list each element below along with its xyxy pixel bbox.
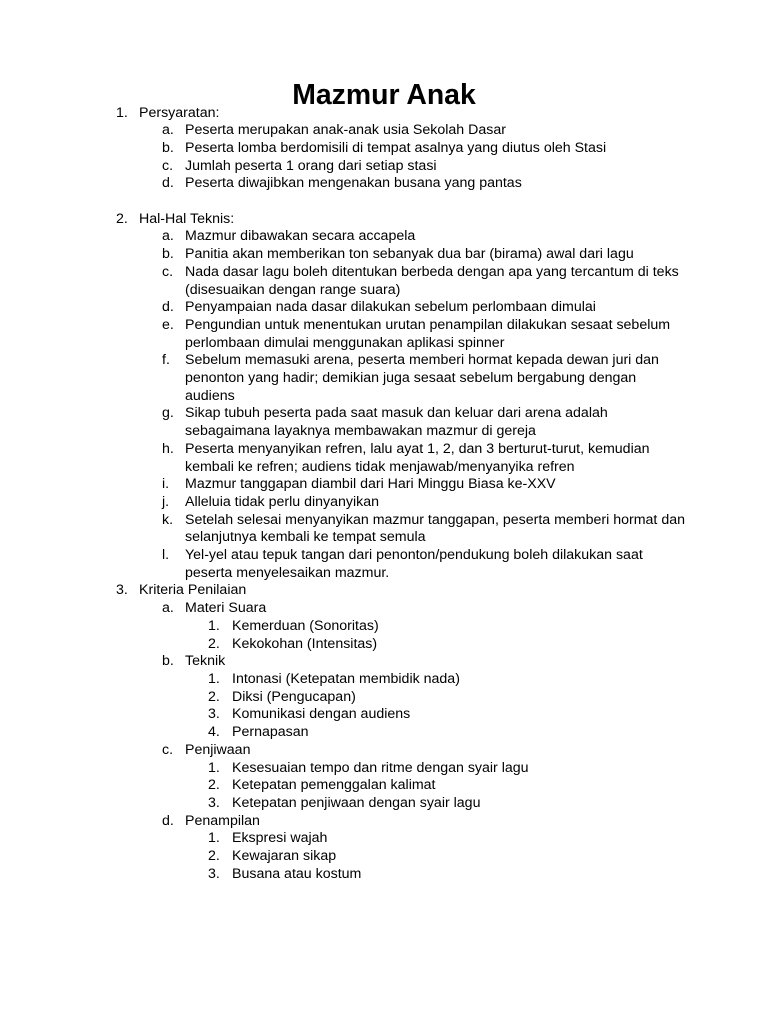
subitem-row (0, 636, 768, 654)
item-marker: b. (162, 246, 174, 263)
subitem-text: Intonasi (Ketepatan membidik nada) (232, 670, 460, 687)
item-list (0, 228, 768, 582)
subitem-row (0, 795, 768, 813)
list-item (0, 600, 768, 653)
subitem-row (0, 760, 768, 778)
item-marker: e. (162, 316, 174, 333)
subitem-marker: 1. (208, 617, 220, 634)
sub-list-item (0, 706, 768, 724)
list-item (0, 653, 768, 742)
subitem-row (0, 830, 768, 848)
section-item (0, 105, 768, 211)
section-marker: 1. (116, 104, 128, 121)
subitem-text: Pernapasan (232, 724, 309, 741)
section-text: Hal-Hal Teknis: (139, 210, 235, 227)
item-marker: d. (162, 299, 174, 316)
subitem-text: Ketepatan penjiwaan dengan syair lagu (232, 794, 481, 811)
subitem-text: Kemerduan (Sonoritas) (232, 617, 379, 634)
item-row (0, 246, 768, 264)
item-row (0, 264, 768, 299)
subitem-text: Ekspresi wajah (232, 830, 328, 847)
item-marker: a. (162, 600, 174, 617)
subitem-marker: 4. (208, 724, 220, 741)
subitem-marker: 2. (208, 848, 220, 865)
item-text: Penjiwaan (185, 741, 251, 758)
subitem-marker: 1. (208, 670, 220, 687)
item-text: Sikap tubuh peserta pada saat masuk dan keluar dari arena adalah sebagaimana layaknya membawakan mazmur di gereja (185, 405, 608, 440)
item-list (0, 122, 768, 193)
list-item (0, 299, 768, 317)
sub-list-item (0, 777, 768, 795)
item-marker: i. (162, 476, 170, 493)
list-item (0, 813, 768, 884)
item-row (0, 494, 768, 512)
item-row (0, 653, 768, 671)
subitem-row (0, 866, 768, 884)
subitem-marker: 2. (208, 777, 220, 794)
item-row (0, 547, 768, 582)
list-item (0, 246, 768, 264)
item-marker: d. (162, 812, 174, 829)
item-marker: d. (162, 175, 174, 192)
list-item (0, 512, 768, 547)
subitem-row (0, 724, 768, 742)
item-marker: k. (162, 511, 174, 528)
sub-list-item (0, 689, 768, 707)
item-row (0, 405, 768, 440)
item-text: Peserta merupakan anak-anak usia Sekolah Dasar (185, 122, 506, 139)
section-marker: 3. (116, 582, 128, 599)
item-row (0, 299, 768, 317)
subitem-marker: 3. (208, 794, 220, 811)
item-row (0, 158, 768, 176)
subitem-row (0, 618, 768, 636)
subitem-marker: 2. (208, 688, 220, 705)
list-item (0, 742, 768, 813)
list-item (0, 317, 768, 352)
item-text: Penampilan (185, 812, 260, 829)
item-text: Penyampaian nada dasar dilakukan sebelum perlombaan dimulai (185, 299, 596, 316)
subitem-row (0, 706, 768, 724)
list-item (0, 441, 768, 476)
item-row (0, 352, 768, 405)
list-item (0, 122, 768, 140)
item-text: Yel-yel atau tepuk tangan dari penonton/pendukung boleh dilakukan saat peserta menyelesaikan mazmur. (185, 547, 643, 581)
item-row (0, 122, 768, 140)
item-row (0, 317, 768, 352)
item-text: Alleluia tidak perlu dinyanyikan (185, 493, 380, 510)
list-item (0, 494, 768, 512)
subitem-row (0, 777, 768, 795)
sub-list-item (0, 618, 768, 636)
item-text: Pengundian untuk menentukan urutan penampilan dilakukan sesaat sebelum perlombaan dimulai menggunakan aplikasi spinner (185, 316, 671, 351)
item-list (0, 600, 768, 883)
item-marker: a. (162, 122, 174, 139)
item-marker: h. (162, 440, 174, 457)
subitem-text: Ketepatan pemenggalan kalimat (232, 777, 436, 794)
item-row (0, 813, 768, 831)
section-list (0, 105, 768, 884)
subitem-list (0, 830, 768, 883)
sub-list-item (0, 795, 768, 813)
item-row (0, 228, 768, 246)
item-text: Teknik (185, 653, 226, 670)
item-marker: f. (162, 352, 170, 369)
section-item (0, 582, 768, 883)
item-text: Mazmur tanggapan diambil dari Hari Minggu Biasa ke-XXV (185, 476, 556, 493)
sub-list-item (0, 636, 768, 654)
list-item (0, 158, 768, 176)
section-row (0, 105, 768, 123)
list-item (0, 175, 768, 193)
item-row (0, 175, 768, 193)
subitem-marker: 3. (208, 706, 220, 723)
item-text: Setelah selesai menyanyikan mazmur tanggapan, peserta memberi hormat dan selanjutnya kembali ke tempat semula (185, 511, 685, 546)
section-text: Persyaratan: (139, 104, 220, 121)
subitem-marker: 3. (208, 865, 220, 882)
section-row (0, 582, 768, 600)
subitem-marker: 2. (208, 635, 220, 652)
item-text: Mazmur dibawakan secara accapela (185, 228, 416, 245)
item-marker: l. (162, 547, 170, 564)
section-item (0, 211, 768, 583)
item-row (0, 441, 768, 476)
subitem-text: Kesesuaian tempo dan ritme dengan syair lagu (232, 759, 529, 776)
item-row (0, 476, 768, 494)
list-item (0, 228, 768, 246)
item-marker: b. (162, 139, 174, 156)
list-item (0, 264, 768, 299)
item-text: Sebelum memasuki arena, peserta memberi hormat kepada dewan juri dan penonton yang hadir; demikian juga sesaat sebelum bergabung dengan audiens (185, 352, 659, 404)
list-item (0, 476, 768, 494)
sub-list-item (0, 724, 768, 742)
item-marker: c. (162, 263, 174, 280)
item-row (0, 600, 768, 618)
section-text: Kriteria Penilaian (139, 582, 247, 599)
item-text: Materi Suara (185, 600, 267, 617)
item-marker: a. (162, 228, 174, 245)
sub-list-item (0, 760, 768, 778)
subitem-text: Busana atau kostum (232, 865, 362, 882)
item-marker: j. (162, 493, 170, 510)
sub-list-item (0, 830, 768, 848)
page-title: Mazmur Anak (292, 79, 476, 111)
item-marker: g. (162, 405, 174, 422)
subitem-row (0, 671, 768, 689)
list-item (0, 405, 768, 440)
subitem-marker: 1. (208, 830, 220, 847)
item-marker: c. (162, 741, 174, 758)
subitem-text: Diksi (Pengucapan) (232, 688, 356, 705)
item-row (0, 512, 768, 547)
subitem-text: Kekokohan (Intensitas) (232, 635, 378, 652)
item-text: Panitia akan memberikan ton sebanyak dua bar (birama) awal dari lagu (185, 246, 634, 263)
sub-list-item (0, 671, 768, 689)
list-item (0, 547, 768, 582)
subitem-marker: 1. (208, 759, 220, 776)
item-text: Peserta lomba berdomisili di tempat asalnya yang diutus oleh Stasi (185, 139, 607, 156)
item-marker: b. (162, 653, 174, 670)
item-marker: c. (162, 157, 174, 174)
item-text: Peserta menyanyikan refren, lalu ayat 1, 2, dan 3 berturut-turut, kemudian kembali ke refren; audiens tidak menjawab/menyanyika refren (185, 440, 650, 475)
item-row (0, 140, 768, 158)
subitem-row (0, 689, 768, 707)
subitem-list (0, 760, 768, 813)
section-row (0, 211, 768, 229)
subitem-text: Komunikasi dengan audiens (232, 706, 411, 723)
item-text: Nada dasar lagu boleh ditentukan berbeda dengan apa yang tercantum di teks (disesuaikan dengan range suara) (185, 263, 679, 298)
subitem-list (0, 671, 768, 742)
list-item (0, 352, 768, 405)
item-text: Jumlah peserta 1 orang dari setiap stasi (185, 157, 437, 174)
section-marker: 2. (116, 210, 128, 227)
subitem-text: Kewajaran sikap (232, 848, 337, 865)
subitem-row (0, 848, 768, 866)
item-row (0, 742, 768, 760)
subitem-list (0, 618, 768, 653)
sub-list-item (0, 848, 768, 866)
list-item (0, 140, 768, 158)
section-spacer (0, 193, 768, 211)
sub-list-item (0, 866, 768, 884)
item-text: Peserta diwajibkan mengenakan busana yang pantas (185, 175, 522, 192)
